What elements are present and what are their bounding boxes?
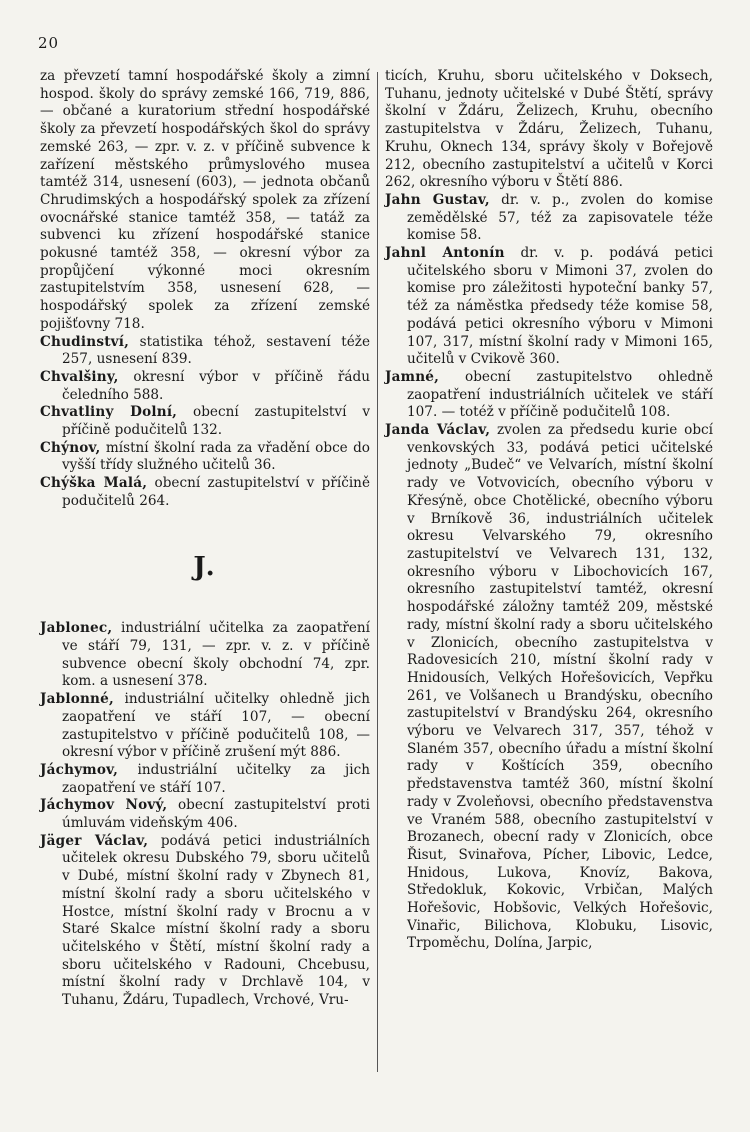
section-letter: J. (193, 551, 217, 582)
index-entry: Jäger Václav, podává petici industriálních učitelek okresu Dubského 79, sboru učitelů v Dubé, místní školní rady v Zbynech 81, místní školní rady a sboru učitelského v Hostce, místní školní rady v Brocnu a v Staré Skalce místní školní rady a sboru učitelského v Štětí, místní školní rady a sboru učitelského v Radouni, Chcebusu, místní školní rady v Drchlavě 104, v Tuhanu, Ždáru, Tupadlech, Vrchové, Vru- (40, 832, 370, 1009)
column-divider (377, 72, 378, 1072)
index-entry: Chýška Malá, obecní zastupitelství v příčině podučitelů 264. (40, 475, 370, 509)
index-entry: Jahnl Antonín dr. v. p. podává petici učitelského sboru v Mimoni 37, zvolen do komise pro záležitosti hypoteční banky 57, též za náměstka předsedy téže komise 58, podává petici okresního výboru v Mimoni 107, 317, místní školní rady v Mimoni 165, učitelů v Cvikově 360. (385, 245, 713, 368)
index-entry: Jamné, obecní zastupitelstvo ohledně zaopatření industriálních učitelek ve stáří 107. — totéž v příčině podučitelů 108. (385, 368, 713, 421)
index-entry: Chvalšiny, okresní výbor v příčině řádu čeledního 588. (40, 368, 370, 403)
index-entry: Chýnov, místní školní rada za vřadění obce do vyšší třídy služného učitelů 36. (40, 439, 370, 474)
left-column (40, 68, 370, 1010)
index-entry: Chudinství, statistika téhož, sestavení téže 257, usnesení 839. (40, 333, 370, 368)
right-column (385, 68, 713, 953)
index-entry: Jablonec, industriální učitelka za zaopatření ve stáří 79, 131, — zpr. v. z. v příčině subvence obecní školy obchodní 74, zpr. kom. a usnesení 378. (40, 620, 370, 690)
index-entry: Chvatliny Dolní, obecní zastupitelství v příčině podučitelů 132. (40, 404, 371, 439)
page-number: 20 (38, 34, 60, 52)
index-entry: Janda Václav, zvolen za předsedu kurie obcí venkovských 33, podává petici učitelské jednoty „Budeč“ ve Velvarích, místní školní rady ve Votvovicích, obecního výboru v Křesýně, obce Chotělické, obecního výboru v Brníkově 36, industriálních učitelek okresu Velvarského 79, okresního zastupitelství ve Velvarech 131, 132, okresního výboru v Libochovicích 167, okresního zastupitelství tamtéž, okresní hospodářské záložny tamtéž 209, městské rady, místní školní rady a sboru učitelského v Zlonicích, obecního zastupitelstva v Radovesicích 210, místní školní rady v Hnidousích, Velkých Hořešovicích, Vepřku 261, ve Volšanech u Brandýsku, obecního zastupitelství v Brandýsku 264, okresního výboru ve Velvarech 317, 357, téhož v Slaném 357, obecního úřadu a místní školní rady v Koštících 359, obecního představenstva tamtéž 360, místní školní rady v Zvoleňovsi, obecního představenstva ve Vraném 588, obecního zastupitelství v Brozanech, obecní rady v Zlonicích, obce Řisut, Svinařova, Pícher, Libovic, Ledce, Hnidous, Lukova, Knovíz, Bakova, Středokluk, Kokovic, Vrbičan, Malých Hořešovic, Hobšovic, Velkých Hořešovic, Vinařic, Bilichova, Klobuku, Lisovic, Trpoměchu, Dolína, Jarpic, (385, 422, 713, 952)
index-entry: Jáchymov Nový, obecní zastupitelství proti úmluvám videňským 406. (40, 797, 370, 832)
index-entry: Jablonné, industriální učitelky ohledně jich zaopatření ve stáří 107, — obecní zastupitelstvo v příčině podučitelů 108, — okresní výbor v příčině zrušení mýt 886. (40, 691, 370, 761)
index-entry: ticích, Kruhu, sboru učitelského v Doksech, Tuhanu, jednoty učitelské v Dubé Štětí, správy školní v Ždáru, Želizech, Kruhu, obecního zastupitelstva v Ždáru, Želizech, Tuhanu, Kruhu, Oknech 134, správy školy v Bořejově 212, obecního zastupitelství a učitelů v Korci 262, okresního výboru v Štětí 886. (385, 68, 713, 191)
index-entry: za převzetí tamní hospodářské školy a zimní hospod. školy do správy zemské 166, 719, 886, — občané a kuratorium střední hospodářské školy za převzetí hospodářských škol do správy zemské 263, — zpr. v. z. v příčině subvence k zařízení městského průmyslového musea tamtéž 314, usnesení (603), — jednota občanů Chrudimských a hospodářský spolek za zřízení ovocnářské stanice tamtéž 358, — tatáž za subvenci ku zřízení hospodářské stanice pokusné tamtéž 358, — okresní výbor za propůjčení výkonné moci okresním zastupitelstvím 358, usnesení 628, — hospodářský spolek za zřízení zemské pojišťovny 718. (40, 68, 370, 332)
index-entry: Jahn Gustav, dr. v. p., zvolen do komise zemědělské 57, též za zapisovatele téže komise 58. (385, 191, 713, 244)
index-entry: Jáchymov, industriální učitelky za jich zaopatření ve stáří 107. (40, 761, 370, 796)
